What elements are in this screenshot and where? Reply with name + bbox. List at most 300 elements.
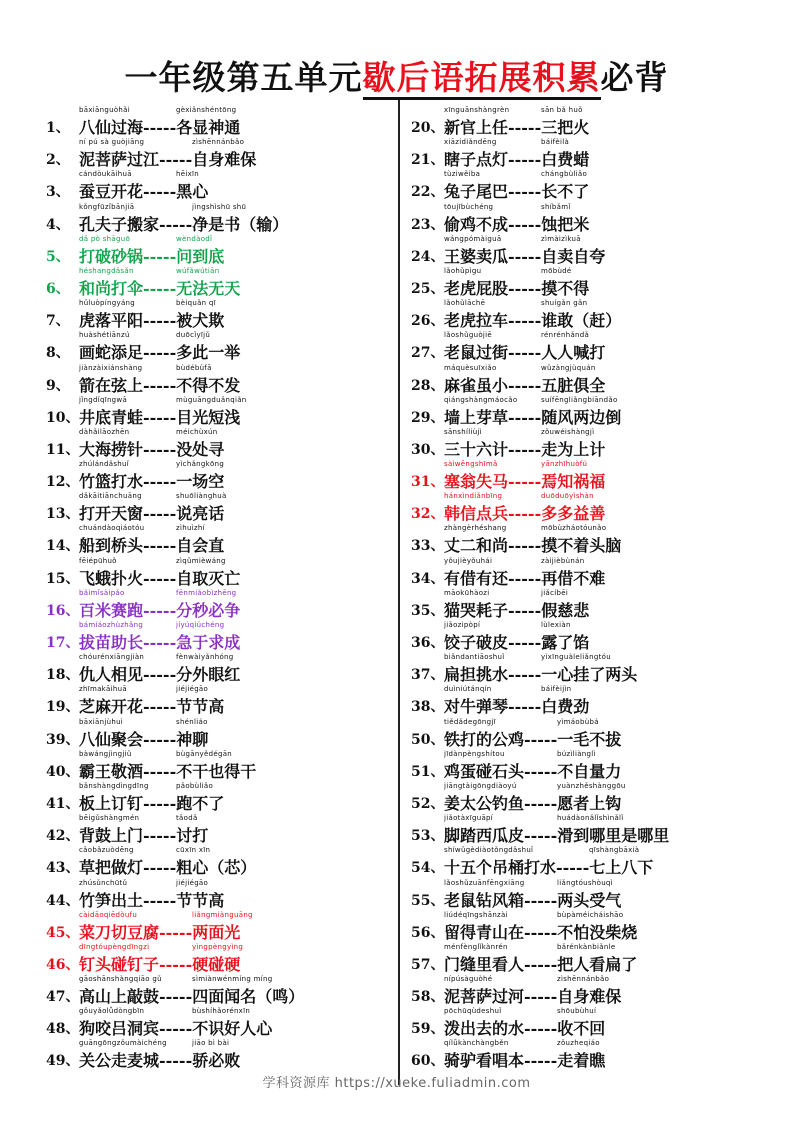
item-number: 18、 <box>46 667 80 684</box>
item-number: 46、 <box>46 956 80 973</box>
item-number: 54、 <box>411 860 445 877</box>
pinyin-first-part: hǔluòpíngyáng <box>79 299 136 308</box>
pinyin-first-part: ménfènglǐkànrén <box>444 942 508 951</box>
pinyin-second-part: liǎngmiànguāng <box>192 910 253 919</box>
item-number: 55、 <box>411 892 445 909</box>
column-divider <box>398 100 400 1085</box>
proverb-text: 饺子破皮-----露了馅 <box>444 633 590 652</box>
proverb-item <box>411 491 756 523</box>
proverb-text: 八仙聚会-----神聊 <box>79 729 209 749</box>
proverb-text: 老鼠过街-----人人喊打 <box>444 343 606 363</box>
item-number: 25、 <box>411 280 445 297</box>
pinyin-second-part: zìhuìzhí <box>176 524 205 533</box>
item-number: 3、 <box>46 184 70 201</box>
proverb-item <box>411 363 756 395</box>
proverb-text: 丈二和尚-----摸不着头脑 <box>444 536 622 556</box>
pinyin-second-part: bǎrénkànbiǎnle <box>557 942 616 951</box>
proverb-text: 菜刀切豆腐-----两面光 <box>79 922 241 942</box>
pinyin-first-part: bāxiānjùhuì <box>79 717 124 726</box>
pinyin-second-part: rénrénhǎndǎ <box>541 331 590 340</box>
proverb-item <box>411 330 756 362</box>
pinyin-first-part: tiědǎdegōngjī <box>444 717 496 726</box>
item-number: 58、 <box>411 989 445 1006</box>
proverb-item <box>411 1006 756 1038</box>
proverb-text: 打开天窗-----说亮话 <box>79 504 225 524</box>
pinyin-first-part: liúdéqīngshānzài <box>444 910 508 919</box>
footer-watermark: 学科资源库 https://xueke.fuliadmin.com <box>262 1076 531 1091</box>
pinyin-second-part: gèxiǎnshéntōng <box>176 106 237 114</box>
proverb-text: 骑驴看唱本-----走着瞧 <box>444 1051 606 1071</box>
proverb-item <box>411 684 756 716</box>
proverb-item <box>46 1038 391 1070</box>
pinyin-first-part: yǒujièyǒuhái <box>444 556 493 565</box>
item-number: 52、 <box>411 795 445 812</box>
item-number: 50、 <box>411 731 445 748</box>
pinyin-second-part: jíyúqiúchéng <box>176 621 225 629</box>
proverb-item <box>46 588 391 620</box>
proverb-text: 钉头碰钉子-----硬碰硬 <box>79 954 241 974</box>
proverb-text: 兔子尾巴-----长不了 <box>444 182 590 202</box>
pinyin-second-part: yìngpèngyìng <box>192 942 244 951</box>
page-title <box>0 52 793 99</box>
pinyin-first-part: bàwángjìngjiǔ <box>79 749 132 758</box>
item-number: 12、 <box>46 474 80 491</box>
pinyin-first-part: fēiépūhuǒ <box>79 556 117 565</box>
item-number: 13、 <box>46 506 80 523</box>
pinyin-second-part: cūxīn xīn <box>176 846 211 855</box>
proverb-text: 泥菩萨过河-----自身难保 <box>444 987 622 1007</box>
pinyin-first-part: xiāzidiǎndēng <box>444 138 497 147</box>
proverb-text: 竹篮打水-----一场空 <box>79 472 225 492</box>
proverb-item <box>46 942 391 974</box>
proverb-item <box>411 459 756 491</box>
proverb-text: 塞翁失马-----焉知祸福 <box>444 472 606 492</box>
item-number: 8、 <box>46 345 70 362</box>
proverb-item <box>46 523 391 555</box>
pinyin-first-part: shíwǔgèdiàotǒngdǎshuǐ <box>444 846 534 855</box>
proverb-item <box>411 298 756 330</box>
item-number: 27、 <box>411 345 445 362</box>
proverb-item <box>46 169 391 201</box>
right-column <box>411 105 756 1071</box>
pinyin-second-part: mùguāngduǎnqiǎn <box>176 395 247 404</box>
proverb-text: 关公走麦城-----骄必败 <box>79 1051 241 1071</box>
proverb-text: 仇人相见-----分外眼红 <box>79 665 241 685</box>
proverb-text: 虎落平阳-----被犬欺 <box>79 311 225 331</box>
proverb-item <box>46 878 391 910</box>
pinyin-second-part: zìmàizìkuā <box>541 234 581 243</box>
pinyin-first-part: qiángshàngmáocǎo <box>444 395 518 404</box>
proverb-text: 拔苗助长-----急于求成 <box>79 633 241 652</box>
proverb-text: 对牛弹琴-----白费劲 <box>444 697 590 717</box>
proverb-text: 扁担挑水-----一心挂了两头 <box>444 665 638 685</box>
pinyin-first-part: biǎndantiāoshuǐ <box>444 653 505 662</box>
pinyin-second-part: jiéjiégāo <box>176 685 209 694</box>
title-suffix: 必背 <box>600 58 669 97</box>
item-number: 57、 <box>411 956 445 973</box>
proverb-item <box>46 395 391 427</box>
pinyin-second-part: bùpàméicháishāo <box>557 910 624 919</box>
proverb-item <box>411 878 756 910</box>
pinyin-second-part: jiǎcíbēi <box>541 588 569 597</box>
item-number: 60、 <box>411 1053 445 1070</box>
proverb-text: 箭在弦上-----不得不发 <box>79 375 241 395</box>
proverb-text: 芝麻开花-----节节高 <box>79 697 225 717</box>
title-highlight: 歇后语拓展积累 <box>363 58 601 100</box>
item-number: 45、 <box>46 924 80 941</box>
proverb-item <box>411 717 756 749</box>
pinyin-first-part: duìniútánqín <box>444 685 492 694</box>
proverb-item <box>411 427 756 459</box>
item-number: 34、 <box>411 570 445 587</box>
pinyin-first-part: hánxìndiǎnbīng <box>444 492 503 501</box>
proverb-item <box>411 266 756 298</box>
proverb-text: 墙上芽草-----随风两边倒 <box>444 407 622 427</box>
pinyin-first-part: lǎoshǔzuānfēngxiāng <box>444 878 525 887</box>
proverb-item <box>411 234 756 266</box>
item-number: 38、 <box>411 699 445 716</box>
item-number: 39、 <box>46 731 80 748</box>
pinyin-first-part: héshangdǎsǎn <box>79 266 134 275</box>
pinyin-first-part: lǎohǔlāchē <box>444 299 486 308</box>
item-number: 32、 <box>411 506 445 523</box>
item-number: 56、 <box>411 924 445 941</box>
pinyin-second-part: jìngshìshū shū <box>192 202 247 211</box>
proverb-item <box>46 105 391 137</box>
pinyin-second-part: zìqǔmièwáng <box>176 556 226 565</box>
item-number: 11、 <box>46 441 80 458</box>
pinyin-second-part: sìmiànwénmíng míng <box>192 975 273 984</box>
proverb-item <box>46 427 391 459</box>
pinyin-first-part: bǎimǐsàipǎo <box>79 588 125 597</box>
pinyin-second-part: mōbùdé <box>541 266 572 275</box>
proverb-text: 鸡蛋碰石头-----不自量力 <box>444 761 622 781</box>
proverb-text: 飞蛾扑火-----自取灭亡 <box>79 568 241 588</box>
proverb-text: 百米赛跑-----分秒必争 <box>79 600 241 620</box>
proverb-item <box>411 652 756 684</box>
item-number: 4、 <box>46 216 70 233</box>
item-number: 21、 <box>411 152 445 169</box>
proverb-item <box>46 363 391 395</box>
proverb-item <box>46 298 391 330</box>
pinyin-second-part: shénliáo <box>176 717 208 726</box>
pinyin-second-part: lùlexiàn <box>541 621 571 629</box>
proverb-item <box>46 330 391 362</box>
proverb-item <box>411 910 756 942</box>
pinyin-second-part: huádàonǎlǐshìnǎlǐ <box>557 814 624 823</box>
item-number: 43、 <box>46 860 80 877</box>
item-number: 42、 <box>46 828 80 845</box>
pinyin-second-part: yìmáobùbá <box>557 717 599 726</box>
pinyin-second-part: liǎngtóushòuqì <box>557 878 613 887</box>
pinyin-second-part: fènwàiyǎnhóng <box>176 653 234 662</box>
pinyin-first-part: jiāngtàigōngdiàoyú <box>444 781 517 790</box>
pinyin-first-part: dīngtóupèngdīngzi <box>79 942 150 951</box>
pinyin-first-part: zhīmakāihuā <box>79 685 127 694</box>
proverb-text: 有借有还-----再借不难 <box>444 568 606 588</box>
item-number: 59、 <box>411 1021 445 1038</box>
proverb-text: 高山上敲鼓-----四面闻名（鸣） <box>79 987 305 1007</box>
pinyin-second-part: tǎodǎ <box>176 814 198 823</box>
pinyin-second-part: méichùxún <box>176 427 218 436</box>
pinyin-second-part: hēixīn <box>176 170 200 179</box>
proverb-text: 偷鸡不成-----蚀把米 <box>444 214 590 234</box>
pinyin-first-part: bēigǔshàngmén <box>79 814 140 823</box>
proverb-item <box>46 749 391 781</box>
pinyin-first-part: zhàngèrhéshang <box>444 524 507 533</box>
pinyin-first-part: gǒuyǎolǚdòngbīn <box>79 1007 145 1016</box>
proverb-item <box>46 845 391 877</box>
item-number: 40、 <box>46 763 80 780</box>
proverb-text: 十五个吊桶打水-----七上八下 <box>444 858 654 878</box>
proverb-text: 和尚打伞-----无法无天 <box>79 278 241 298</box>
item-number: 6、 <box>46 280 70 297</box>
proverb-text: 八仙过海-----各显神通 <box>79 118 241 137</box>
item-number: 10、 <box>46 409 80 426</box>
pinyin-second-part: zàijièbùnán <box>541 556 585 565</box>
proverb-item <box>411 202 756 234</box>
proverb-item <box>411 781 756 813</box>
proverb-text: 瞎子点灯-----白费蜡 <box>444 150 590 170</box>
left-column <box>46 105 391 1071</box>
pinyin-first-part: kǒngfūzǐbānjiā <box>79 202 135 211</box>
proverb-text: 铁打的公鸡-----一毛不拔 <box>444 729 622 749</box>
proverb-item <box>46 137 391 169</box>
proverb-item <box>46 910 391 942</box>
pinyin-second-part: suífēngliǎngbiāndǎo <box>541 395 618 404</box>
pinyin-first-part: jīdànpèngshítou <box>444 749 505 758</box>
item-number: 35、 <box>411 602 445 619</box>
item-number: 2、 <box>46 152 70 169</box>
pinyin-second-part: chángbùliǎo <box>541 170 588 179</box>
pinyin-second-part: bèiquǎn qī <box>176 299 216 308</box>
pinyin-first-part: jiǎotàxīguāpí <box>444 814 494 823</box>
item-number: 23、 <box>411 216 445 233</box>
proverb-item <box>411 169 756 201</box>
item-number: 44、 <box>46 892 80 909</box>
proverb-text: 画蛇添足-----多此一举 <box>79 343 241 363</box>
pinyin-second-part: mōbùzháotóunǎo <box>541 524 607 533</box>
item-number: 47、 <box>46 989 80 1006</box>
pinyin-first-part: chuándàoqiáotóu <box>79 524 145 533</box>
proverb-text: 井底青蛙-----目光短浅 <box>79 407 241 427</box>
proverb-item <box>411 588 756 620</box>
item-number: 36、 <box>411 635 445 651</box>
pinyin-second-part: jiāo bì bài <box>192 1039 230 1048</box>
proverb-item <box>46 813 391 845</box>
item-number: 5、 <box>46 248 70 265</box>
proverb-item <box>46 556 391 588</box>
proverb-text: 三十六计-----走为上计 <box>444 439 606 459</box>
item-number: 31、 <box>411 474 445 491</box>
proverb-item <box>46 234 391 266</box>
pinyin-first-part: lǎohǔpìgu <box>444 266 482 275</box>
pinyin-second-part: bùshíhǎorénxīn <box>192 1007 251 1016</box>
proverb-item <box>411 105 756 137</box>
proverb-item <box>46 717 391 749</box>
proverb-text: 背鼓上门-----讨打 <box>79 826 209 846</box>
proverb-item <box>46 202 391 234</box>
proverb-text: 麻雀虽小-----五脏俱全 <box>444 375 606 395</box>
item-number: 16、 <box>46 602 80 619</box>
pinyin-second-part: jiéjiégāo <box>176 878 209 887</box>
pinyin-second-part: yānzhīhuòfú <box>541 460 588 469</box>
proverb-text: 老虎屁股-----摸不得 <box>444 278 590 298</box>
item-number: 29、 <box>411 409 445 426</box>
proverb-item <box>411 942 756 974</box>
pinyin-first-part: wángpómàiguā <box>444 234 502 243</box>
proverb-item <box>411 523 756 555</box>
pinyin-second-part: báifèilà <box>541 138 570 147</box>
pinyin-first-part: dǎ pò shāguō <box>79 234 131 243</box>
item-number: 17、 <box>46 635 80 651</box>
pinyin-first-part: sānshíliùjì <box>444 427 482 436</box>
proverb-item <box>411 556 756 588</box>
proverb-item <box>46 781 391 813</box>
pinyin-first-part: máquèsuīxiǎo <box>444 363 497 372</box>
proverb-item <box>411 137 756 169</box>
proverb-text: 蚕豆开花-----黑心 <box>79 182 209 202</box>
item-number: 20、 <box>411 120 445 136</box>
proverb-item <box>411 845 756 877</box>
proverb-text: 门缝里看人-----把人看扁了 <box>444 954 638 974</box>
proverb-item <box>411 395 756 427</box>
pinyin-second-part: zìshēnnánbǎo <box>557 975 610 984</box>
item-number: 53、 <box>411 828 445 845</box>
proverb-item <box>411 1038 756 1070</box>
proverb-item <box>411 813 756 845</box>
pinyin-second-part: duōduōyìshàn <box>541 492 594 501</box>
item-number: 9、 <box>46 377 70 394</box>
proverb-item <box>411 620 756 652</box>
item-number: 37、 <box>411 667 445 684</box>
item-number: 7、 <box>46 313 70 330</box>
pinyin-second-part: sān bǎ huǒ <box>541 106 583 114</box>
pinyin-first-part: cǎobǎzuòdēng <box>79 846 134 855</box>
pinyin-second-part: shuōliànghuà <box>176 492 227 501</box>
pinyin-second-part: shíbǎmǐ <box>541 202 571 211</box>
proverb-text: 留得青山在-----不怕没柴烧 <box>444 922 638 942</box>
pinyin-first-part: jiànzàixiánshàng <box>79 363 143 372</box>
pinyin-first-part: pōchūqùdeshuǐ <box>444 1007 502 1016</box>
proverb-text: 孔夫子搬家-----净是书（输） <box>79 214 289 234</box>
item-number: 14、 <box>46 538 80 555</box>
pinyin-second-part: yuànzhěshànggōu <box>557 781 626 790</box>
proverb-item <box>46 652 391 684</box>
proverb-item <box>46 266 391 298</box>
item-number: 51、 <box>411 763 445 780</box>
proverb-text: 打破砂锅-----问到底 <box>79 246 225 266</box>
pinyin-second-part: báifèijìn <box>541 685 572 694</box>
item-number: 24、 <box>411 248 445 265</box>
proverb-item <box>411 974 756 1006</box>
item-number: 49、 <box>46 1053 80 1070</box>
pinyin-first-part: tōujībùchéng <box>444 202 494 211</box>
proverb-text: 泼出去的水-----收不回 <box>444 1019 606 1039</box>
item-number: 30、 <box>411 441 445 458</box>
pinyin-first-part: nípúsàguòhé <box>444 975 493 984</box>
proverb-text: 大海捞针-----没处寻 <box>79 439 225 459</box>
pinyin-second-part: zìshēnnánbǎo <box>192 138 245 147</box>
pinyin-second-part: bùgānyědégān <box>176 749 233 758</box>
proverb-text: 脚踏西瓜皮-----滑到哪里是哪里 <box>444 826 670 846</box>
pinyin-second-part: fēnmiǎobìzhēng <box>176 588 237 597</box>
proverb-text: 草把做灯-----粗心（芯） <box>79 858 257 878</box>
proverb-text: 猫哭耗子-----假慈悲 <box>444 600 590 620</box>
pinyin-first-part: bāxiānguòhǎi <box>79 106 130 114</box>
pinyin-first-part: tùziwěiba <box>444 170 481 179</box>
item-number: 1、 <box>46 120 70 136</box>
pinyin-second-part: duōcǐyījǔ <box>176 331 211 340</box>
proverb-item <box>411 749 756 781</box>
pinyin-first-part: bǎnshàngdìngdīng <box>79 781 149 790</box>
proverb-text: 狗咬吕洞宾-----不识好人心 <box>79 1019 273 1039</box>
proverb-text: 韩信点兵-----多多益善 <box>444 504 606 524</box>
item-number: 41、 <box>46 795 80 812</box>
pinyin-first-part: gāoshānshàngqiāo gǔ <box>79 975 162 984</box>
item-number: 26、 <box>411 313 445 330</box>
pinyin-second-part: yìchǎngkōng <box>176 460 225 469</box>
pinyin-second-part: shuígǎn gǎn <box>541 299 588 308</box>
pinyin-first-part: sàiwēngshīmǎ <box>444 460 498 469</box>
pinyin-first-part: dàhǎilāozhēn <box>79 427 130 436</box>
pinyin-second-part: búzìliànglì <box>557 749 596 758</box>
pinyin-first-part: huàshétiānzú <box>79 331 130 340</box>
proverb-item <box>46 684 391 716</box>
pinyin-second-part: wǔzàngjùquán <box>541 363 596 372</box>
pinyin-first-part: jiǎozipòpí <box>444 621 481 629</box>
proverb-text: 船到桥头-----自会直 <box>79 536 225 556</box>
pinyin-first-part: bámiáozhùzhǎng <box>79 621 144 629</box>
title-prefix: 一年级第五单元 <box>124 58 363 97</box>
proverb-text: 泥菩萨过江-----自身难保 <box>79 150 257 170</box>
proverb-text: 老虎拉车-----谁敢（赶） <box>444 311 622 331</box>
proverb-text: 新官上任-----三把火 <box>444 118 590 137</box>
proverb-text: 竹笋出土-----节节高 <box>79 890 225 910</box>
pinyin-second-part: pǎobùliǎo <box>176 781 214 790</box>
pinyin-second-part: qīshàngbāxià <box>589 846 640 855</box>
item-number: 15、 <box>46 570 80 587</box>
proverb-text: 板上订钉-----跑不了 <box>79 793 225 813</box>
pinyin-second-part: zǒuwéishàngjì <box>541 427 595 436</box>
pinyin-first-part: zhúsǔnchūtǔ <box>79 878 128 887</box>
proverb-text: 王婆卖瓜-----自卖自夸 <box>444 246 606 266</box>
pinyin-first-part: jǐngdǐqīngwā <box>79 395 128 404</box>
pinyin-second-part: yìxīnguàleliǎngtóu <box>541 653 611 662</box>
item-number: 19、 <box>46 699 80 716</box>
pinyin-first-part: dǎkāitiānchuāng <box>79 492 142 501</box>
pinyin-first-part: qílǘkànchàngběn <box>444 1039 509 1048</box>
pinyin-first-part: chóurénxiāngjiàn <box>79 653 145 662</box>
proverb-item <box>46 620 391 652</box>
pinyin-first-part: ní pú sà guòjiāng <box>79 138 145 147</box>
pinyin-second-part: shōubùhuí <box>557 1007 597 1016</box>
pinyin-first-part: cándòukāihuā <box>79 170 132 179</box>
proverb-text: 姜太公钓鱼-----愿者上钩 <box>444 793 622 813</box>
pinyin-first-part: lǎoshǔguòjiē <box>444 331 492 340</box>
item-number: 48、 <box>46 1021 80 1038</box>
proverb-text: 霸王敬酒-----不干也得干 <box>79 761 257 781</box>
item-number: 28、 <box>411 377 445 394</box>
pinyin-second-part: bùdébùfā <box>176 363 212 372</box>
pinyin-second-part: wèndàodǐ <box>176 234 213 243</box>
pinyin-first-part: māokūhàozi <box>444 588 490 597</box>
proverb-item <box>46 974 391 1006</box>
pinyin-first-part: càidāoqiēdòufu <box>79 910 138 919</box>
item-number: 22、 <box>411 184 445 201</box>
proverb-item <box>46 491 391 523</box>
proverb-item <box>46 1006 391 1038</box>
